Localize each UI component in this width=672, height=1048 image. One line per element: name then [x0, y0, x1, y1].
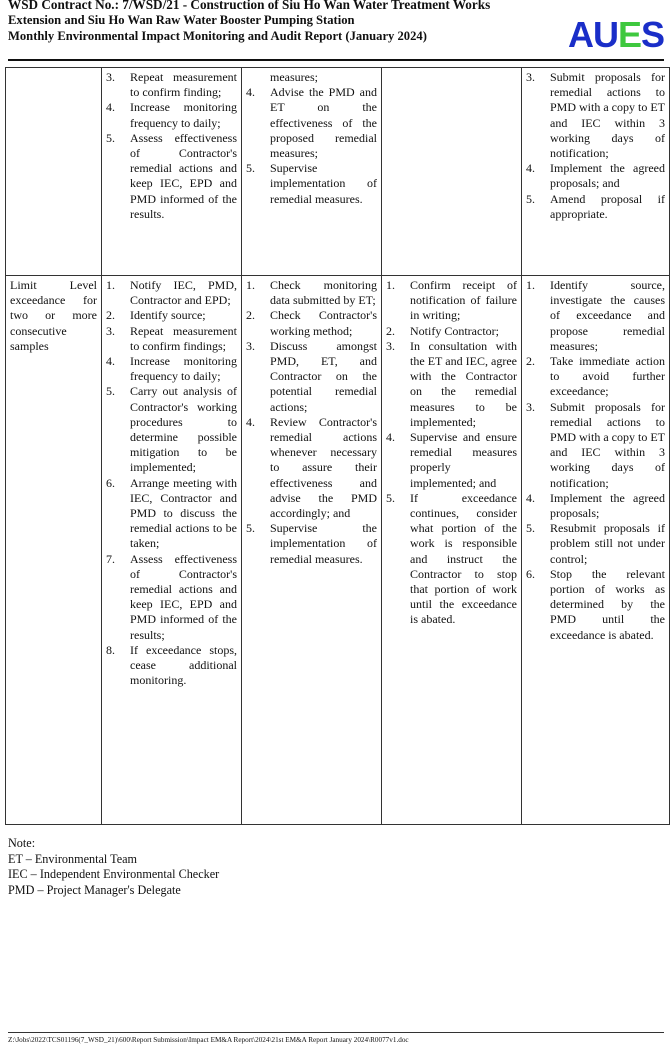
item-text: If exceedance stops, cease additional monitoring. — [130, 642, 237, 688]
item-text: Identify source, investigate the causes of exceedance and propose remedial measures; — [550, 278, 665, 353]
item-text: Check Contractor's working method; — [270, 308, 377, 338]
list-item — [106, 308, 237, 323]
item-text: In consultation with the ET and IEC, agree with the Contractor on the remedial measures to be implemented; — [410, 338, 517, 429]
item-number: 2. — [526, 354, 535, 369]
list-item — [106, 70, 237, 100]
list-item — [526, 400, 665, 491]
item-number: 4. — [526, 490, 535, 505]
item-number: 5. — [246, 161, 255, 176]
iec-actions-cell — [242, 276, 382, 825]
item-number: 5. — [386, 490, 395, 505]
item-text: Increase monitoring frequency to daily; — [130, 354, 237, 384]
item-text: Discuss amongst PMD, ET, and Contractor on the potential remedial actions; — [270, 338, 377, 414]
header-contract-line: WSD Contract No.: 7/WSD/21 - Construction of Siu Ho Wan Water Treatment Works — [8, 0, 491, 12]
item-text: Submit proposals for remedial actions to PMD with a copy to ET and IEC within 3 working days of notification; — [550, 70, 665, 161]
item-number: 5. — [106, 384, 115, 399]
list-item — [246, 521, 377, 567]
action-list — [246, 278, 377, 567]
list-item — [106, 131, 237, 222]
list-item — [526, 161, 665, 191]
list-item — [526, 354, 665, 400]
item-text: Advise the PMD and ET on the effectiveness of the proposed remedial measures; — [270, 85, 377, 161]
item-number: 4. — [526, 161, 535, 176]
list-item — [106, 476, 237, 552]
header-project-line: Extension and Siu Ho Wan Raw Water Booster Pumping Station — [8, 13, 355, 27]
contractor-actions-cell — [522, 276, 670, 825]
item-number: 3. — [386, 338, 395, 353]
item-number: 4. — [246, 414, 255, 429]
item-number: 4. — [386, 430, 395, 445]
item-text: Implement the agreed proposals; and — [550, 161, 665, 191]
item-number: 5. — [246, 521, 255, 536]
item-number: 2. — [246, 308, 255, 323]
item-text: Take immediate action to avoid further exceedance; — [550, 354, 665, 399]
list-item — [386, 339, 517, 430]
list-item — [526, 491, 665, 521]
header-divider — [8, 59, 664, 61]
table-row — [6, 276, 670, 825]
continued-text: measures; — [270, 70, 318, 84]
item-number: 5. — [106, 130, 115, 145]
iec-actions-cell — [242, 68, 382, 276]
notes-section — [8, 836, 219, 898]
list-item — [106, 552, 237, 643]
list-item — [246, 415, 377, 521]
item-number: 6. — [526, 566, 535, 581]
item-text: Carry out analysis of Contractor's working procedures to determine possible mitigation to be implemented; — [130, 384, 237, 475]
action-list — [106, 278, 237, 688]
item-text: Increase monitoring frequency to daily; — [130, 100, 237, 130]
item-text: Check monitoring data submitted by ET; — [270, 278, 377, 308]
list-item — [386, 491, 517, 628]
event-cell — [6, 276, 102, 825]
list-item — [106, 324, 237, 354]
list-item — [526, 567, 665, 643]
action-list — [246, 85, 377, 207]
note-iec: IEC – Independent Environmental Checker — [8, 867, 220, 881]
action-list — [106, 70, 237, 222]
item-text: Stop the relevant portion of works as determined by the PMD until the exceedance is abated. — [550, 566, 665, 642]
item-number: 1. — [526, 278, 535, 292]
list-item — [526, 278, 665, 354]
item-number: 2. — [106, 308, 115, 323]
page-header — [8, 0, 664, 62]
list-item — [106, 100, 237, 130]
pmd-actions-cell — [382, 276, 522, 825]
item-number: 3. — [526, 399, 535, 414]
item-text: Implement the agreed proposals; — [550, 490, 665, 521]
list-item — [386, 278, 517, 324]
et-actions-cell — [102, 276, 242, 825]
aues-logo: AUES — [567, 14, 664, 55]
item-number: 1. — [246, 278, 255, 292]
item-text: Notify IEC, PMD, Contractor and EPD; — [130, 278, 237, 308]
item-text: Supervise and ensure remedial measures properly implemented; and — [410, 430, 517, 490]
item-text: Confirm receipt of notification of failure in writing; — [410, 278, 517, 323]
item-number: 3. — [106, 70, 115, 84]
note-pmd: PMD – Project Manager's Delegate — [8, 882, 181, 897]
list-item — [246, 85, 377, 161]
item-text: Identify source; — [130, 308, 206, 323]
item-text: If exceedance continues, consider what portion of the work is responsible and instruct the Contractor to stop that portion of work until the exceedance is abated. — [410, 490, 517, 627]
item-number: 2. — [386, 323, 395, 338]
list-item — [386, 430, 517, 491]
list-item — [106, 384, 237, 475]
item-number: 4. — [106, 100, 115, 115]
item-number: 6. — [106, 475, 115, 490]
item-text: Review Contractor's remedial actions whenever necessary to assure their effectiveness and advise the PMD accordingly; and — [270, 414, 377, 521]
item-number: 5. — [526, 191, 535, 206]
item-text: Resubmit proposals if problem still not under control; — [550, 521, 665, 566]
item-number: 4. — [246, 85, 255, 100]
item-text: Assess effectiveness of Contractor's remedial actions and keep IEC, EPD and PMD informed of the results. — [130, 130, 237, 221]
list-item — [106, 643, 237, 689]
et-actions-cell — [102, 68, 242, 276]
item-number: 8. — [106, 642, 115, 657]
header-report-title: Monthly Environmental Impact Monitoring and Audit Report (January 2024) — [8, 29, 427, 43]
list-item — [106, 278, 237, 308]
notes-title: Note: — [8, 836, 36, 850]
item-number: 1. — [386, 278, 395, 292]
list-item — [386, 324, 517, 339]
event-description: Limit Level exceedance for two or more consecutive samples — [10, 278, 97, 353]
item-number: 3. — [526, 70, 535, 84]
event-action-plan-table — [5, 67, 670, 825]
footer-divider — [8, 1032, 664, 1033]
item-text: Assess effectiveness of Contractor's remedial actions and keep IEC, EPD and PMD informed of the results; — [130, 551, 237, 642]
item-number: 3. — [246, 338, 255, 353]
list-item — [526, 521, 665, 567]
table-row — [6, 68, 670, 276]
action-list — [526, 70, 665, 222]
list-item — [106, 354, 237, 384]
list-item — [246, 308, 377, 338]
item-text: Supervise the implementation of remedial measures. — [270, 521, 377, 566]
item-text: Repeat measurement to confirm findings; — [130, 323, 237, 353]
note-et: ET – Environmental Team — [8, 851, 138, 866]
action-list — [526, 278, 665, 643]
contractor-actions-cell — [522, 68, 670, 276]
item-number: 5. — [526, 521, 535, 536]
list-item — [246, 278, 377, 308]
item-number: 7. — [106, 551, 115, 566]
item-number: 1. — [106, 278, 115, 292]
event-cell — [6, 68, 102, 276]
item-text: Arrange meeting with IEC, Contractor and PMD to discuss the remedial actions to be taken; — [130, 475, 237, 551]
list-item — [526, 70, 665, 161]
item-text: Amend proposal if appropriate. — [550, 191, 665, 221]
action-list — [386, 278, 517, 628]
item-text: Supervise implementation of remedial measures. — [270, 161, 377, 206]
item-text: Submit proposals for remedial actions to PMD with a copy to ET and IEC within 3 working days of notification; — [550, 399, 665, 490]
list-item — [246, 339, 377, 415]
item-number: 3. — [106, 323, 115, 338]
item-number: 4. — [106, 354, 115, 369]
item-text: Repeat measurement to confirm finding; — [130, 70, 237, 100]
list-item — [526, 192, 665, 222]
list-item — [246, 161, 377, 207]
item-text: Notify Contractor; — [410, 323, 499, 338]
pmd-actions-cell — [382, 68, 522, 276]
footer-file-path: Z:\Jobs\2022\TCS01196(7_WSD_21)\600\Report Submission\Impact EM&A Report\2024\21st EM&A Report January 2024\R0077v1.doc — [8, 1036, 409, 1044]
